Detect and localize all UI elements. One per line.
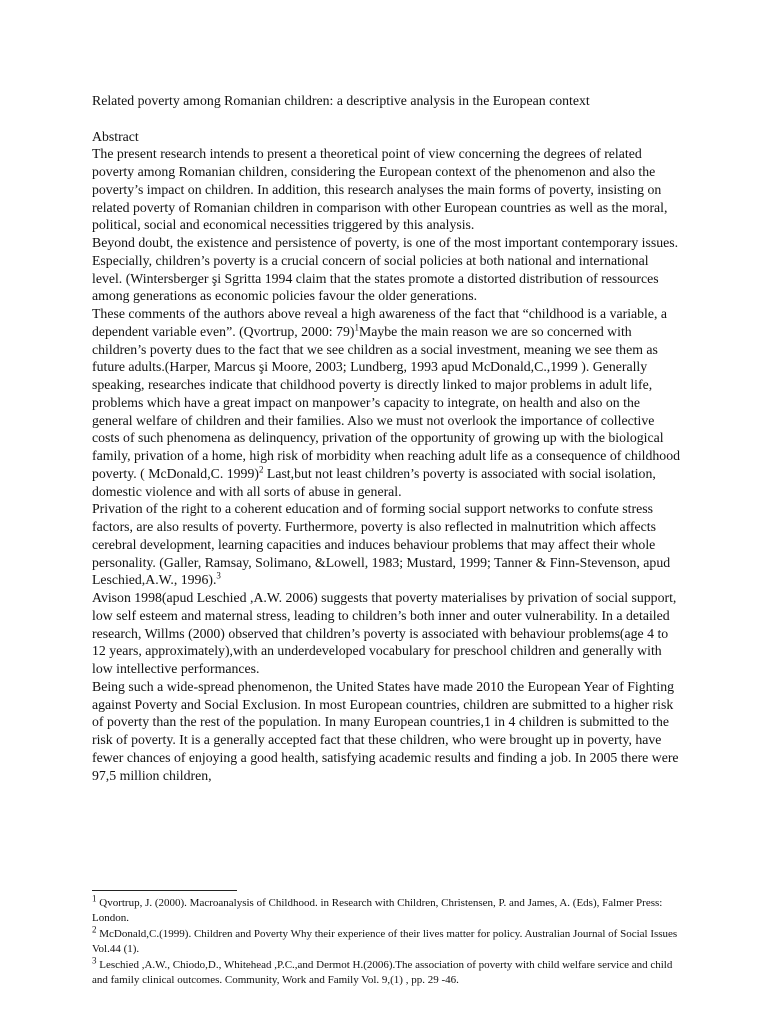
- footnotes: [92, 893, 682, 988]
- footnote-marker: 3: [216, 570, 221, 581]
- body-paragraph: [92, 678, 680, 785]
- body-paragraph: [92, 500, 680, 589]
- paragraph-text: These comments of the authors above reveal a high awareness of the fact that “childhood is a variable, a dependent variable even”. (Qvortrup, 2000: 79): [92, 306, 668, 339]
- body-paragraph: [92, 589, 680, 678]
- paragraph-text: Privation of the right to a coherent education and of forming social support networks to confute stress factors, are also results of poverty. Furthermore, poverty is also reflected in malnutrition which affects cerebral development, learning capacities and induces behaviour problems that may affect their whole personality. (Galler, Ramsay, Solimano, &Lowell, 1983; Mustard, 1999; Tanner & Finn-Stevenson, apud Leschied,A.W., 1996).: [92, 501, 671, 588]
- paragraph-text: Maybe the main reason we are so concerned with children’s poverty dues to the fact that we see children as a social investment, meaning we see them as future adults.(Harper, Marcus şi Moore, 2003; Lundberg, 1993 apud McDonald,C.,1999 ). Generally speaking, researches indicate that childhood poverty is directly linked to major problems in adult life, problems which have a great impact on manpower’s capacity to integrate, on health and also on the general welfare of children and their families. Also we must not overlook the importance of collective costs of such phenomena as delinquency, privation of the opportunity of growing up with the biological family, privation of a home, high risk of morbidity when reaching adult life as a consequence of childhood poverty. ( McDonald,C. 1999): [92, 323, 680, 481]
- paragraph-text: The present research intends to present a theoretical point of view concerning the degrees of related poverty among Romanian children, considering the European context of the phenomenon and also the poverty’s impact on children. In addition, this research analyses the main forms of poverty, insisting on related poverty of Romanian children in comparison with other European countries as well as the moral, political, social and economical necessities triggered by this analysis.: [92, 146, 668, 233]
- footnote-marker: 2: [258, 464, 264, 475]
- footnote: [92, 924, 682, 958]
- paragraph-text: Beyond doubt, the existence and persistence of poverty, is one of the most important contemporary issues. Especially, children’s poverty is a crucial concern of social policies at both national and international level. (Wintersberger şi Sgritta 1994 claim that the states promote a distorted distribution of ressources among generations as economic policies favour the older generations.: [92, 235, 679, 304]
- footnote-separator: [92, 890, 237, 891]
- footnote-text: Leschied ,A.W., Chiodo,D., Whitehead ,P.C.,and Dermot H.(2006).The association of poverty with child welfare service and child and family clinical outcomes. Community, Work and Family Vol. 9,(1) , pp. 29 -46.: [92, 958, 673, 987]
- body-paragraph: [92, 145, 680, 234]
- footnote-number: 2: [92, 924, 97, 935]
- document-title: Related poverty among Romanian children: a descriptive analysis in the European context: [92, 93, 590, 108]
- body-paragraphs: [92, 145, 680, 784]
- document-body: [92, 92, 680, 784]
- footnote: [92, 954, 682, 989]
- footnote: [92, 893, 682, 927]
- paragraph-text: Being such a wide-spread phenomenon, the United States have made 2010 the European Year of Fighting against Poverty and Social Exclusion. In most European countries, children are submitted to a higher risk of poverty than the rest of the population. In many European countries,1 in 4 children is submitted to the risk of poverty. It is a generally accepted fact that these children, who were brought up in poverty, have fewer chances of enjoying a good health, satisfying academic results and finding a job. In 2005 there were 97,5 million children,: [92, 678, 679, 783]
- footnote-text: McDonald,C.(1999). Children and Poverty Why their experience of their lives matter for policy. Australian Journal of Social Issues Vol.44 (1).: [92, 927, 678, 956]
- body-paragraph: [92, 305, 680, 500]
- footnote-number: 3: [92, 954, 97, 965]
- abstract-heading: Abstract: [92, 128, 139, 144]
- footnote-number: 1: [92, 893, 97, 904]
- body-paragraph: [92, 234, 680, 305]
- footnote-marker: 1: [354, 322, 359, 333]
- paragraph-text: Avison 1998(apud Leschied ,A.W. 2006) suggests that poverty materialises by privation of social support, low self esteem and maternal stress, leading to children’s both inner and outer vulnerability. In a detailed research, Willms (2000) observed that children’s poverty is associated with behaviour problems(age 4 to 12 years, approximately),with an underdeveloped vocabulary for preschool children and generally with low intellective performances.: [92, 590, 677, 676]
- footnote-text: Qvortrup, J. (2000). Macroanalysis of Childhood. in Research with Children, Christensen, P. and James, A. (Eds), Falmer Press: London.: [92, 897, 663, 925]
- paragraph-text: Last,but not least children’s poverty is associated with social isolation, domestic violence and with all sorts of abuse in general.: [92, 465, 656, 499]
